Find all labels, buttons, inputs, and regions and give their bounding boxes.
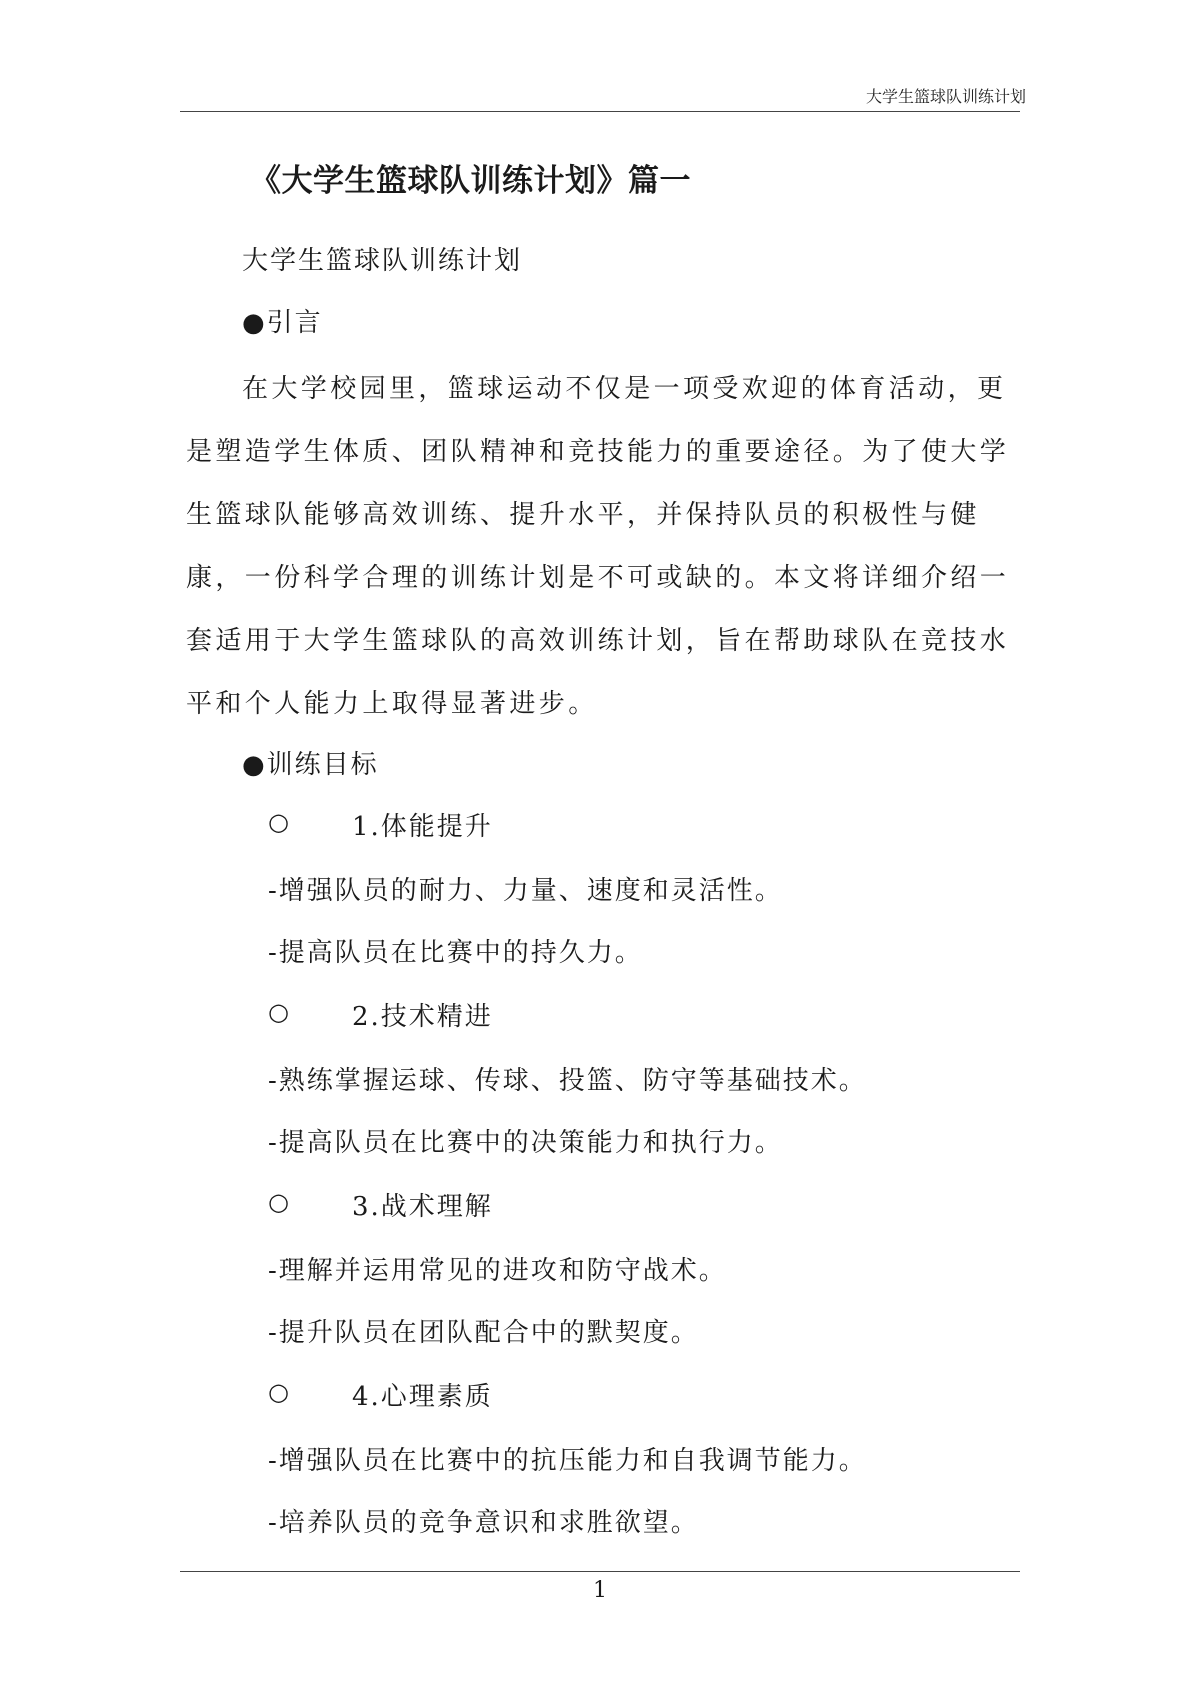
goal-point: -提升队员在团队配合中的默契度。 bbox=[268, 1318, 699, 1348]
intro-paragraph bbox=[186, 358, 1024, 736]
intro-paragraph-text: 在大学校园里，篮球运动不仅是一项受欢迎的体育活动，更是塑造学生体质、团队精神和竞技能力的重要途径。为了使大学生篮球队能够高效训练、提升水平，并保持队员的积极性与健康，一份科学合理的训练计划是不可或缺的。本文将详细介绍一套适用于大学生篮球队的高效训练计划，旨在帮助球队在竞技水平和个人能力上取得显著进步。 bbox=[186, 374, 1010, 719]
list-bullet-icon: ○ bbox=[268, 1188, 289, 1216]
goal-point: -理解并运用常见的进攻和防守战术。 bbox=[268, 1256, 727, 1286]
goal-title: 2.技术精进 bbox=[352, 1002, 493, 1032]
list-bullet-icon: ○ bbox=[268, 998, 289, 1026]
intro-heading: ●引言 bbox=[242, 308, 323, 338]
footer-divider bbox=[180, 1571, 1020, 1572]
page-number: 1 bbox=[593, 1578, 607, 1603]
goal-point: -增强队员的耐力、力量、速度和灵活性。 bbox=[268, 876, 783, 906]
running-header: 大学生篮球队训练计划 bbox=[865, 87, 1026, 106]
goal-title: 3.战术理解 bbox=[352, 1192, 493, 1222]
goal-point: -增强队员在比赛中的抗压能力和自我调节能力。 bbox=[268, 1446, 867, 1476]
goal-point: -培养队员的竞争意识和求胜欲望。 bbox=[268, 1508, 699, 1538]
goal-point: -提高队员在比赛中的持久力。 bbox=[268, 938, 643, 968]
header-divider bbox=[180, 111, 1020, 112]
goal-title: 1.体能提升 bbox=[352, 812, 493, 842]
list-bullet-icon: ○ bbox=[268, 808, 289, 836]
subtitle: 大学生篮球队训练计划 bbox=[242, 246, 523, 276]
goals-heading: ●训练目标 bbox=[242, 750, 379, 780]
list-bullet-icon: ○ bbox=[268, 1378, 289, 1406]
goal-point: -提高队员在比赛中的决策能力和执行力。 bbox=[268, 1128, 783, 1158]
goal-title: 4.心理素质 bbox=[352, 1382, 493, 1412]
document-title: 《大学生篮球队训练计划》篇一 bbox=[250, 163, 691, 199]
goal-point: -熟练掌握运球、传球、投篮、防守等基础技术。 bbox=[268, 1066, 867, 1096]
